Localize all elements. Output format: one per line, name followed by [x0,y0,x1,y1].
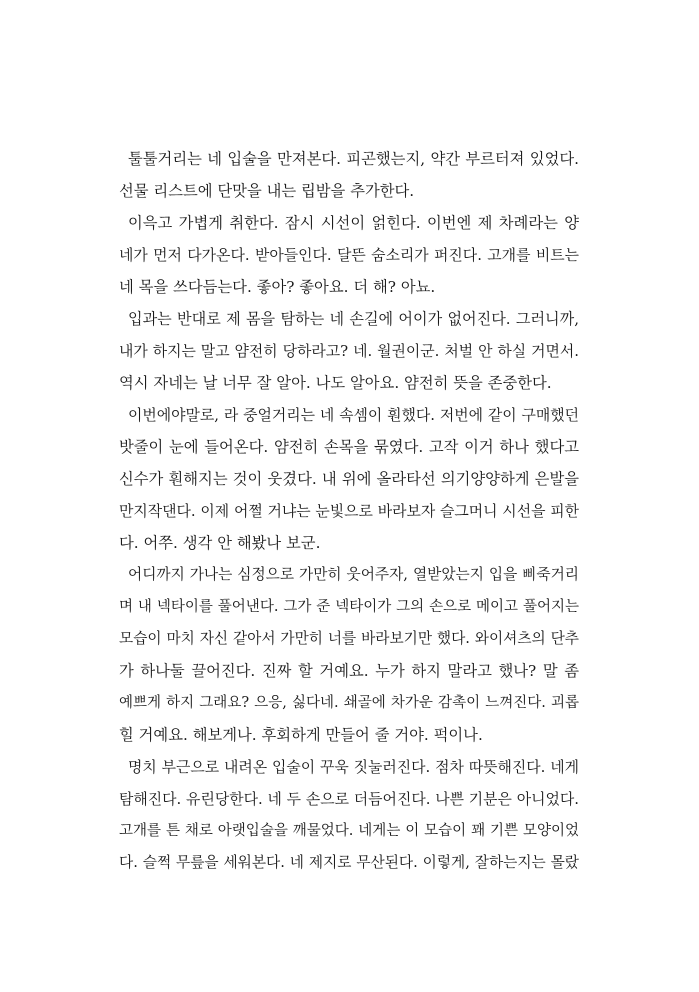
text-line: 며 내 넥타이를 풀어낸다. 그가 준 넥타이가 그의 손으로 메이고 풀어지는 [119,599,579,615]
text-line: 모습이 마치 자신 같아서 가만히 너를 바라보기만 했다. 와이셔츠의 단추 [119,630,579,647]
text-line: 입과는 반대로 제 몸을 탐하는 네 손길에 어이가 없어진다. 그러니까, [128,310,579,328]
document-page [119,143,579,879]
text-line: 내가 하지는 말고 얌전히 당하라고? 네. 월권이군. 처벌 안 하실 거면서. [119,342,579,360]
text-line: 힐 거예요. 해보게나. 후회하게 만들어 줄 거야. 퍽이나. [119,726,483,744]
text-line: 예쁘게 하지 그래요? 으응, 싫다네. 쇄골에 차가운 감촉이 느껴진다. 괴롭 [119,695,579,711]
text-line: 이윽고 가볍게 취한다. 잠시 시선이 얽힌다. 이번엔 제 차례라는 양 [128,214,579,232]
text-line: 신수가 훤해지는 것이 웃겼다. 내 위에 올라타선 의기양양하게 은발을 [119,470,579,488]
text-line: 만지작댄다. 이제 어쩔 거냐는 눈빛으로 바라보자 슬그머니 시선을 피한 [119,502,579,520]
text-line: 고개를 튼 채로 아랫입술을 깨물었다. 네게는 이 모습이 꽤 기쁜 모양이었 [119,823,579,839]
text-line: 네 목을 쓰다듬는다. 좋아? 좋아요. 더 해? 아뇨. [119,278,436,296]
text-line: 탐해진다. 유린당한다. 네 두 손으로 더듬어진다. 나쁜 기분은 아니었다. [119,790,579,808]
text-line: 툴툴거리는 네 입술을 만져본다. 피곤했는지, 약간 부르터져 있었다. [128,150,579,168]
text-line: 이번에야말로, 라 중얼거리는 네 속셈이 훤했다. 저번에 같이 구매했던 [128,406,579,424]
text-line: 다. 슬쩍 무릎을 세워본다. 네 제지로 무산된다. 이렇게, 잘하는지는 몰랐 [119,854,579,871]
text-line: 선물 리스트에 단맛을 내는 립밤을 추가한다. [119,182,415,200]
text-line: 네가 먼저 다가온다. 받아들인다. 달뜬 숨소리가 퍼진다. 고개를 비트는 [119,246,579,264]
text-line: 역시 자네는 날 너무 잘 알아. 나도 알아요. 얌전히 뜻을 존중한다. [119,374,552,392]
text-line: 어디까지 가나는 심정으로 가만히 웃어주자, 열받았는지 입을 삐죽거리 [128,566,579,583]
text-line: 다. 어쭈. 생각 안 해봤나 보군. [119,534,321,552]
text-line: 가 하나둘 끌어진다. 진짜 할 거예요. 누가 하지 말라고 했나? 말 좀 [119,662,579,680]
text-line: 밧줄이 눈에 들어온다. 얌전히 손목을 묶였다. 고작 이거 하나 했다고 [119,438,579,456]
text-line: 명치 부근으로 내려온 입술이 꾸욱 짓눌러진다. 점차 따뜻해진다. 네게 [128,758,579,776]
